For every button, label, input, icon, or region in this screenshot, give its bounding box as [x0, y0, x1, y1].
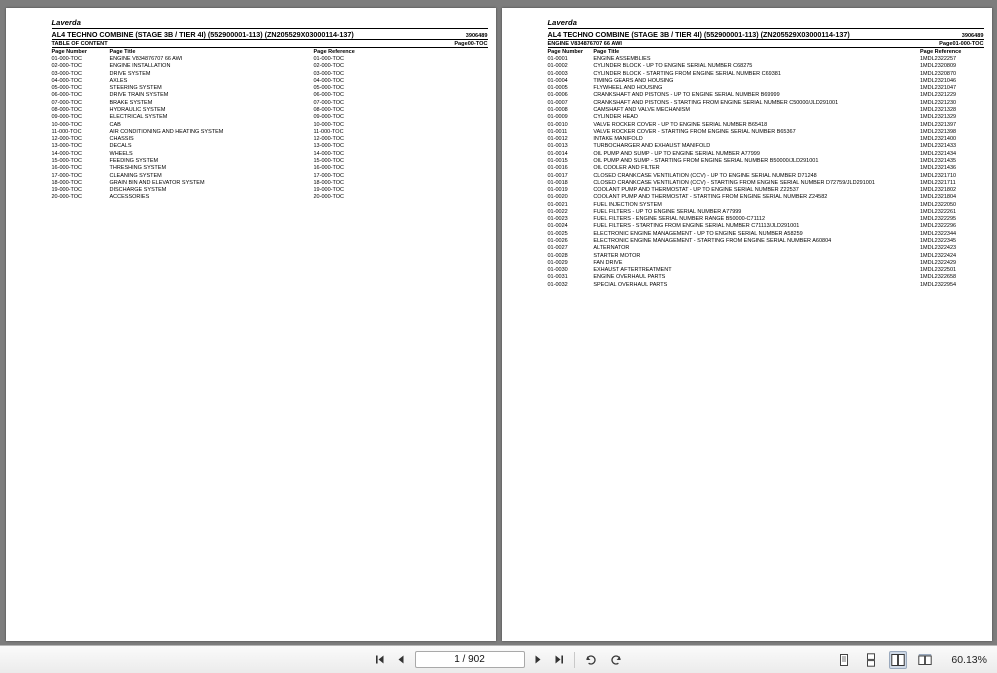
- cell-page-number: 01-0028: [547, 252, 568, 259]
- cell-page-reference: 1MDL2322424: [919, 252, 957, 259]
- table-row[interactable]: [548, 85, 984, 92]
- table-row[interactable]: [548, 194, 984, 201]
- cell-page-title: ENGINE V834876707 66 AWI: [109, 56, 183, 62]
- table-row[interactable]: [52, 143, 398, 150]
- cell-page-title: FLYWHEEL AND HOUSING: [593, 85, 663, 92]
- table-row[interactable]: [52, 150, 398, 157]
- cell-page-number: 01-0019: [547, 187, 568, 194]
- table-row[interactable]: [548, 201, 984, 208]
- cell-page-reference: 16-000-TOC: [313, 165, 344, 172]
- cell-page-number: 01-0027: [547, 245, 568, 252]
- cell-page-reference: 1MDL2321229: [919, 92, 957, 99]
- brand-label: Laverda: [547, 18, 577, 27]
- cell-page-title: ELECTRICAL SYSTEM: [109, 114, 168, 121]
- cell-page-number: 11-000-TOC: [51, 128, 82, 135]
- cell-page-title: ELECTRONIC ENGINE MANAGEMENT - STARTING FROM ENGINE SERIAL NUMBER A60804: [593, 238, 832, 245]
- cell-page-title: SPECIAL OVERHAUL PARTS: [593, 281, 668, 288]
- cell-page-reference: 1MDL2322295: [919, 216, 957, 223]
- column-header-page-number: Page Number: [547, 49, 583, 55]
- cell-page-title: AIR CONDITIONING AND HEATING SYSTEM: [109, 128, 224, 135]
- table-row[interactable]: [548, 56, 984, 63]
- cell-page-reference: 1MDL2322658: [919, 274, 957, 281]
- cell-page-number: 20-000-TOC: [51, 194, 82, 201]
- cell-page-title: FUEL FILTERS - UP TO ENGINE SERIAL NUMBER A77999: [593, 208, 742, 215]
- cell-page-title: EXHAUST AFTERTREATMENT: [593, 267, 672, 274]
- cell-page-title: COOLANT PUMP AND THERMOSTAT - UP TO ENGINE SERIAL NUMBER Z22537: [593, 187, 799, 194]
- cell-page-number: 01-0010: [547, 121, 568, 128]
- table-row[interactable]: [548, 223, 984, 230]
- cell-page-number: 17-000-TOC: [51, 172, 82, 179]
- cell-page-reference: 06-000-TOC: [313, 92, 344, 99]
- cell-page-reference: 1MDL2322296: [919, 223, 957, 230]
- cell-page-number: 01-0020: [547, 194, 568, 201]
- table-row[interactable]: [52, 63, 398, 70]
- section-label-right: ENGINE V834876707 66 AWI: [547, 40, 622, 47]
- cell-page-number: 01-000-TOC: [51, 56, 82, 62]
- table-row[interactable]: [548, 238, 984, 245]
- cell-page-number: 01-0003: [547, 70, 568, 77]
- cell-page-number: 01-0021: [547, 201, 568, 208]
- table-row[interactable]: [52, 114, 398, 121]
- table-row[interactable]: [52, 99, 398, 106]
- next-page-icon[interactable]: [532, 652, 546, 668]
- cell-page-reference: 19-000-TOC: [313, 187, 344, 194]
- table-header-row: [548, 49, 984, 56]
- cell-page-reference: 05-000-TOC: [313, 85, 344, 92]
- cell-page-title: CAMSHAFT AND VALVE MECHANISM: [593, 106, 690, 113]
- cell-page-reference: 18-000-TOC: [313, 179, 344, 186]
- cell-page-title: STEERING SYSTEM: [109, 85, 162, 92]
- cell-page-reference: 1MDL2321710: [919, 172, 957, 179]
- document-page-left[interactable]: [6, 8, 496, 641]
- document-page-right[interactable]: [502, 8, 992, 641]
- cell-page-title: AXLES: [109, 77, 128, 84]
- table-row[interactable]: [52, 78, 398, 85]
- table-row[interactable]: [548, 70, 984, 77]
- cell-page-number: 12-000-TOC: [51, 136, 82, 143]
- column-header-page-reference: Page Reference: [919, 49, 962, 55]
- table-row[interactable]: [548, 274, 984, 281]
- cell-page-reference: 17-000-TOC: [313, 172, 344, 179]
- cell-page-number: 01-0001: [547, 56, 568, 62]
- zoom-level-label[interactable]: 60.13%: [951, 653, 987, 666]
- cell-page-reference: 12-000-TOC: [313, 136, 344, 143]
- document-code-right: 3906489: [961, 32, 984, 39]
- cell-page-title: DRIVE TRAIN SYSTEM: [109, 92, 169, 99]
- table-row[interactable]: [52, 121, 398, 128]
- cell-page-number: 04-000-TOC: [51, 77, 82, 84]
- toolbar-navigation-group: [373, 651, 625, 669]
- cell-page-reference: 1MDL2321047: [919, 85, 957, 92]
- cell-page-number: 01-0012: [547, 136, 568, 143]
- cell-page-reference: 01-000-TOC: [313, 56, 344, 62]
- cell-page-title: ALTERNATOR: [593, 245, 630, 252]
- cell-page-title: CLOSED CRANKCASE VENTILATION (CCV) - UP TO ENGINE SERIAL NUMBER D71248: [593, 172, 817, 179]
- book-view-icon[interactable]: [916, 651, 934, 669]
- cell-page-reference: 04-000-TOC: [313, 77, 344, 84]
- cell-page-number: 01-0024: [547, 223, 568, 230]
- cell-page-number: 15-000-TOC: [51, 157, 82, 164]
- document-code-left: 3906489: [465, 32, 488, 39]
- cell-page-title: TIMING GEARS AND HOUSING: [593, 77, 674, 84]
- cell-page-reference: 1MDL2321433: [919, 143, 957, 150]
- cell-page-reference: 08-000-TOC: [313, 106, 344, 113]
- viewer-toolbar: [0, 645, 997, 673]
- table-row[interactable]: [52, 194, 398, 201]
- cell-page-title: CYLINDER BLOCK - STARTING FROM ENGINE SERIAL NUMBER C69381: [593, 70, 781, 77]
- cell-page-reference: 1MDL2321400: [919, 136, 957, 143]
- section-rule: [52, 47, 488, 48]
- table-row[interactable]: [548, 281, 984, 288]
- column-header-page-number: Page Number: [51, 49, 87, 55]
- table-row[interactable]: [548, 230, 984, 237]
- cell-page-number: 03-000-TOC: [51, 70, 82, 77]
- cell-page-title: CHASSIS: [109, 136, 134, 143]
- cell-page-title: GRAIN BIN AND ELEVATOR SYSTEM: [109, 179, 205, 186]
- cell-page-number: 01-0014: [547, 150, 568, 157]
- cell-page-number: 01-0031: [547, 274, 568, 281]
- cell-page-number: 01-0007: [547, 99, 568, 106]
- cell-page-reference: 07-000-TOC: [313, 99, 344, 106]
- cell-page-number: 01-0004: [547, 77, 568, 84]
- cell-page-number: 05-000-TOC: [51, 85, 82, 92]
- cell-page-reference: 1MDL2322501: [919, 267, 957, 274]
- table-header-row: [52, 49, 398, 56]
- table-row[interactable]: [548, 121, 984, 128]
- cell-page-title: ENGINE ASSEMBLIES: [593, 56, 651, 62]
- cell-page-reference: 1MDL2322345: [919, 238, 957, 245]
- cell-page-title: CRANKSHAFT AND PISTONS - UP TO ENGINE SERIAL NUMBER B69999: [593, 92, 780, 99]
- cell-page-number: 01-0006: [547, 92, 568, 99]
- cell-page-reference: 10-000-TOC: [313, 121, 344, 128]
- cell-page-reference: 1MDL2322050: [919, 201, 957, 208]
- cell-page-number: 09-000-TOC: [51, 114, 82, 121]
- cell-page-title: OIL PUMP AND SUMP - UP TO ENGINE SERIAL NUMBER A77999: [593, 150, 760, 157]
- cell-page-title: VALVE ROCKER COVER - UP TO ENGINE SERIAL NUMBER B65418: [593, 121, 768, 128]
- cell-page-number: 01-0002: [547, 63, 568, 70]
- toolbar-divider: [574, 652, 575, 668]
- cell-page-number: 16-000-TOC: [51, 165, 82, 172]
- table-row[interactable]: [52, 172, 398, 179]
- cell-page-reference: 1MDL2321398: [919, 128, 957, 135]
- cell-page-reference: 1MDL2321046: [919, 77, 957, 84]
- table-row[interactable]: [548, 172, 984, 179]
- cell-page-title: FAN DRIVE: [593, 259, 623, 266]
- cell-page-number: 07-000-TOC: [51, 99, 82, 106]
- cell-page-title: STARTER MOTOR: [593, 252, 641, 259]
- header-rule: [548, 28, 984, 29]
- table-row[interactable]: [548, 92, 984, 99]
- header-rule: [52, 28, 488, 29]
- column-header-page-title: Page Title: [109, 49, 136, 55]
- cell-page-number: 10-000-TOC: [51, 121, 82, 128]
- cell-page-reference: 1MDL2322429: [919, 259, 957, 266]
- table-row[interactable]: [52, 128, 398, 135]
- table-row[interactable]: [548, 114, 984, 121]
- table-row[interactable]: [548, 107, 984, 114]
- table-row[interactable]: [548, 187, 984, 194]
- cell-page-reference: 1MDL2320809: [919, 63, 957, 70]
- cell-page-reference: 14-000-TOC: [313, 150, 344, 157]
- cell-page-number: 01-0005: [547, 85, 568, 92]
- cell-page-title: CRANKSHAFT AND PISTONS - STARTING FROM ENGINE SERIAL NUMBER C50000/JLD291001: [593, 99, 839, 106]
- cell-page-title: CYLINDER HEAD: [593, 114, 638, 121]
- cell-page-reference: 15-000-TOC: [313, 157, 344, 164]
- cell-page-reference: 1MDL2321436: [919, 165, 957, 172]
- cell-page-title: OIL COOLER AND FILTER: [593, 165, 660, 172]
- table-row[interactable]: [548, 252, 984, 259]
- cell-page-number: 01-0017: [547, 172, 568, 179]
- table-row[interactable]: [548, 216, 984, 223]
- cell-page-title: OIL PUMP AND SUMP - STARTING FROM ENGINE SERIAL NUMBER B50000/JLD291001: [593, 157, 819, 164]
- cell-page-title: FUEL INJECTION SYSTEM: [593, 201, 662, 208]
- table-row[interactable]: [548, 209, 984, 216]
- cell-page-reference: 1MDL2321804: [919, 194, 957, 201]
- table-row[interactable]: [548, 143, 984, 150]
- cell-page-title: DISCHARGE SYSTEM: [109, 187, 167, 194]
- table-row[interactable]: [548, 260, 984, 267]
- table-row[interactable]: [548, 78, 984, 85]
- rotate-counterclockwise-icon[interactable]: [582, 651, 600, 669]
- table-row[interactable]: [548, 245, 984, 252]
- cell-page-number: 01-0022: [547, 208, 568, 215]
- table-row[interactable]: [52, 179, 398, 186]
- page-number-input[interactable]: 1 / 902: [415, 651, 525, 668]
- table-row[interactable]: [548, 267, 984, 274]
- cell-page-reference: 1MDL2322423: [919, 245, 957, 252]
- toolbar-view-group: [835, 651, 987, 669]
- table-row[interactable]: [548, 150, 984, 157]
- table-row[interactable]: [52, 187, 398, 194]
- cell-page-number: 01-0015: [547, 157, 568, 164]
- cell-page-reference: 1MDL2321802: [919, 187, 957, 194]
- cell-page-title: CAB: [109, 121, 121, 128]
- cell-page-number: 01-0018: [547, 179, 568, 186]
- cell-page-title: CLEANING SYSTEM: [109, 172, 162, 179]
- cell-page-number: 01-0032: [547, 281, 568, 288]
- cell-page-reference: 1MDL2321711: [919, 179, 956, 186]
- rotate-clockwise-icon[interactable]: [607, 651, 625, 669]
- table-row[interactable]: [52, 165, 398, 172]
- cell-page-number: 01-0009: [547, 114, 568, 121]
- table-row[interactable]: [548, 99, 984, 106]
- cell-page-title: COOLANT PUMP AND THERMOSTAT - STARTING FROM ENGINE SERIAL NUMBER Z24582: [593, 194, 828, 201]
- cell-page-reference: 1MDL2322344: [919, 230, 957, 237]
- toc-table-right: [548, 49, 984, 289]
- table-row[interactable]: [52, 70, 398, 77]
- table-row[interactable]: [52, 158, 398, 165]
- table-row[interactable]: [548, 158, 984, 165]
- cell-page-title: VALVE ROCKER COVER - STARTING FROM ENGINE SERIAL NUMBER B65367: [593, 128, 796, 135]
- cell-page-title: FUEL FILTERS - STARTING FROM ENGINE SERIAL NUMBER C71113/JLD291001: [593, 223, 800, 230]
- cell-page-reference: 09-000-TOC: [313, 114, 344, 121]
- cell-page-number: 06-000-TOC: [51, 92, 82, 99]
- cell-page-number: 01-0011: [547, 128, 568, 135]
- table-row[interactable]: [52, 85, 398, 92]
- cell-page-reference: 1MDL2320870: [919, 70, 957, 77]
- continuous-view-icon[interactable]: [862, 651, 880, 669]
- table-row[interactable]: [52, 56, 398, 63]
- table-row[interactable]: [548, 136, 984, 143]
- cell-page-reference: 1MDL2321434: [919, 150, 957, 157]
- cell-page-title: CYLINDER BLOCK - UP TO ENGINE SERIAL NUMBER C68275: [593, 63, 753, 70]
- table-row[interactable]: [548, 165, 984, 172]
- cell-page-number: 19-000-TOC: [51, 187, 82, 194]
- toc-table-left: [52, 49, 398, 201]
- cell-page-title: THRESHING SYSTEM: [109, 165, 167, 172]
- cell-page-title: CLOSED CRANKCASE VENTILATION (CCV) - STARTING FROM ENGINE SERIAL NUMBER D72759/JLD291001: [593, 179, 875, 186]
- cell-page-title: BRAKE SYSTEM: [109, 99, 153, 106]
- document-title-left: AL4 TECHNO COMBINE (STAGE 3B / TIER 4I) (552900001-113) (ZN205529X03000114-137): [51, 30, 354, 39]
- document-title-right: AL4 TECHNO COMBINE (STAGE 3B / TIER 4I) (552900001-113) (ZN205529X03000114-137): [547, 30, 850, 39]
- cell-page-reference: 02-000-TOC: [313, 63, 344, 70]
- two-page-view-icon[interactable]: [889, 651, 907, 669]
- cell-page-number: 08-000-TOC: [51, 106, 82, 113]
- cell-page-reference: 1MDL2322954: [919, 281, 957, 288]
- column-header-page-reference: Page Reference: [313, 49, 355, 55]
- cell-page-number: 01-0030: [547, 267, 568, 274]
- cell-page-number: 02-000-TOC: [51, 63, 82, 70]
- cell-page-reference: 1MDL2321397: [919, 121, 957, 128]
- cell-page-reference: 20-000-TOC: [313, 194, 344, 201]
- cell-page-number: 01-0023: [547, 216, 568, 223]
- cell-page-title: FUEL FILTERS - ENGINE SERIAL NUMBER RANGE B50000-C71112: [593, 216, 766, 223]
- cell-page-reference: 13-000-TOC: [313, 143, 344, 150]
- cell-page-number: 01-0008: [547, 106, 568, 113]
- cell-page-number: 18-000-TOC: [51, 179, 82, 186]
- section-rule: [548, 47, 984, 48]
- cell-page-reference: 1MDL2321329: [919, 114, 957, 121]
- table-row[interactable]: [52, 107, 398, 114]
- cell-page-reference: 1MDL2321230: [919, 99, 957, 106]
- previous-page-icon[interactable]: [394, 652, 408, 668]
- cell-page-title: ENGINE OVERHAUL PARTS: [593, 274, 666, 281]
- single-page-view-icon[interactable]: [835, 651, 853, 669]
- cell-page-number: 14-000-TOC: [51, 150, 82, 157]
- page-container: [0, 8, 997, 641]
- cell-page-number: 01-0013: [547, 143, 568, 150]
- table-row[interactable]: [52, 136, 398, 143]
- last-page-icon[interactable]: [553, 652, 567, 668]
- cell-page-number: 01-0026: [547, 238, 568, 245]
- cell-page-title: TURBOCHARGER AND EXHAUST MANIFOLD: [593, 143, 711, 150]
- table-row[interactable]: [548, 63, 984, 70]
- first-page-icon[interactable]: [373, 652, 387, 668]
- brand-label: Laverda: [51, 18, 81, 27]
- cell-page-reference: 1MDL2322261: [919, 208, 957, 215]
- page-reference-right: Page01-000-TOC: [939, 40, 984, 47]
- cell-page-title: WHEELS: [109, 150, 133, 157]
- section-label-left: TABLE OF CONTENT: [51, 40, 108, 47]
- page-reference-left: Page00-TOC: [454, 40, 488, 47]
- column-header-page-title: Page Title: [593, 49, 620, 55]
- cell-page-reference: 11-000-TOC: [313, 128, 344, 135]
- cell-page-reference: 1MDL2321435: [919, 157, 957, 164]
- cell-page-title: ELECTRONIC ENGINE MANAGEMENT - UP TO ENGINE SERIAL NUMBER A58259: [593, 230, 803, 237]
- cell-page-title: DECALS: [109, 143, 132, 150]
- cell-page-number: 13-000-TOC: [51, 143, 82, 150]
- cell-page-reference: 1MDL2322257: [919, 56, 957, 62]
- cell-page-title: DRIVE SYSTEM: [109, 70, 151, 77]
- cell-page-title: FEEDING SYSTEM: [109, 157, 159, 164]
- table-row[interactable]: [52, 92, 398, 99]
- cell-page-number: 01-0016: [547, 165, 568, 172]
- cell-page-reference: 1MDL2321328: [919, 106, 957, 113]
- cell-page-number: 01-0025: [547, 230, 568, 237]
- cell-page-title: ACCESSORIES: [109, 194, 150, 201]
- cell-page-title: ENGINE INSTALLATION: [109, 63, 171, 70]
- cell-page-title: INTAKE MANIFOLD: [593, 136, 643, 143]
- cell-page-title: HYDRAULIC SYSTEM: [109, 106, 166, 113]
- table-row[interactable]: [548, 179, 984, 186]
- table-row[interactable]: [548, 128, 984, 135]
- cell-page-number: 01-0029: [547, 259, 568, 266]
- cell-page-reference: 03-000-TOC: [313, 70, 344, 77]
